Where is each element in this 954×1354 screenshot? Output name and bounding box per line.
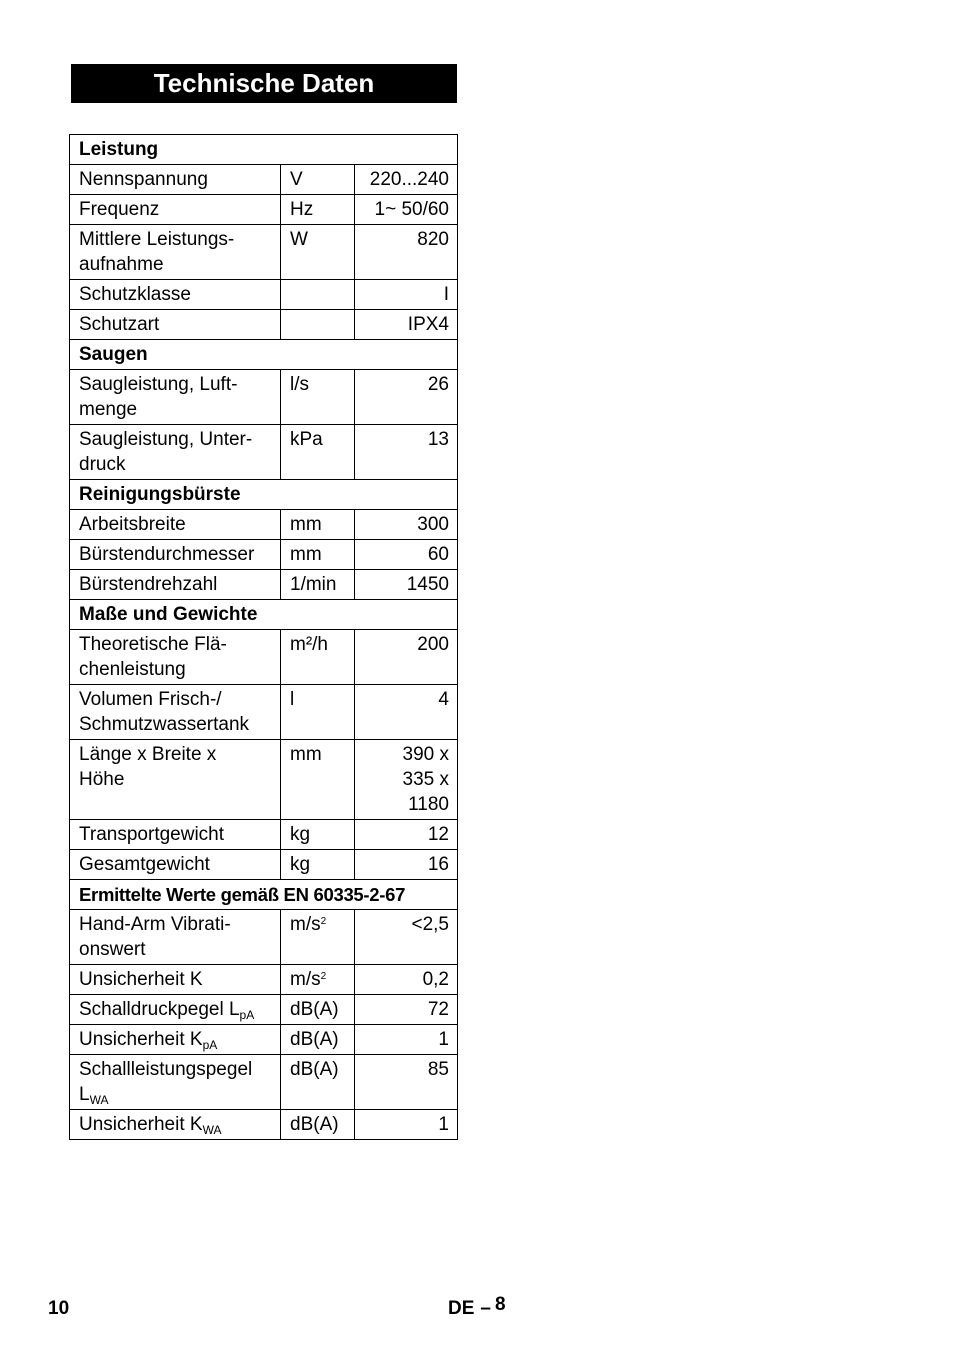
param-value: 1 [355,1025,458,1055]
language-code: DE [448,1298,475,1319]
param-label: Bürstendurchmesser [70,540,281,570]
param-unit: dB(A) [281,1025,355,1055]
param-value: IPX4 [355,310,458,340]
param-value: 13 [355,425,458,480]
param-label: Schutzklasse [70,280,281,310]
param-unit: kPa [281,425,355,480]
section-row [70,880,458,910]
param-label: Länge x Breite x Höhe [70,740,281,820]
param-unit: m²/h [281,630,355,685]
table-row [70,1055,458,1110]
param-label: Hand-Arm Vibrati- onswert [70,910,281,965]
param-label: Bürstendrehzahl [70,570,281,600]
param-value: 12 [355,820,458,850]
section-masse: Maße und Gewichte [70,600,458,630]
spec-table [69,134,458,1140]
param-label: Unsicherheit $K_{WA}$ [70,1110,281,1140]
param-unit: V [281,165,355,195]
table-row [70,630,458,685]
table-row [70,195,458,225]
table-row [70,310,458,340]
param-unit: l [281,685,355,740]
param-value: 1~ 50/60 [355,195,458,225]
page-title: Technische Daten [71,64,457,103]
sub-page-number: 8 [494,1294,506,1315]
param-unit: dB(A) [281,1055,355,1110]
section-row [70,340,458,370]
table-row [70,165,458,195]
table-row [70,225,458,280]
param-unit: $m/s^2$ [281,965,355,995]
param-unit: Hz [281,195,355,225]
param-label: Saugleistung, Luft- menge [70,370,281,425]
table-row [70,1025,458,1055]
table-row [70,280,458,310]
param-unit: W [281,225,355,280]
table-row [70,1110,458,1140]
section-leistung: Leistung [70,135,458,165]
param-value: 72 [355,995,458,1025]
param-value: 300 [355,510,458,540]
param-value: 4 [355,685,458,740]
param-label: Arbeitsbreite [70,510,281,540]
param-value: 16 [355,850,458,880]
param-unit: mm [281,540,355,570]
param-label: Gesamtgewicht [70,850,281,880]
table-row [70,850,458,880]
param-value: 26 [355,370,458,425]
param-unit: dB(A) [281,1110,355,1140]
table-row [70,425,458,480]
param-label: Schallleistungspegel $L_{WA}$ [70,1055,281,1110]
param-value: 60 [355,540,458,570]
table-row [70,510,458,540]
param-label: Saugleistung, Unter- druck [70,425,281,480]
param-value: 1450 [355,570,458,600]
footer-dash: – [480,1298,491,1319]
param-unit: dB(A) [281,995,355,1025]
table-row [70,685,458,740]
param-label: Schutzart [70,310,281,340]
param-value: 1 [355,1110,458,1140]
table-row [70,910,458,965]
param-label: Schalldruckpegel $L_{pA}$ [70,995,281,1025]
page-number: 10 [48,1298,70,1319]
table-row [70,370,458,425]
table-row [70,995,458,1025]
section-row [70,135,458,165]
param-value: 220...240 [355,165,458,195]
param-value: I [355,280,458,310]
param-label: Nennspannung [70,165,281,195]
param-unit: l/s [281,370,355,425]
section-werte: Ermittelte Werte gemäß EN 60335-2-67 [70,880,458,910]
param-value: 85 [355,1055,458,1110]
section-saugen: Saugen [70,340,458,370]
section-buerste: Reinigungsbürste [70,480,458,510]
param-value: 200 [355,630,458,685]
table-row [70,570,458,600]
section-row [70,480,458,510]
section-row [70,600,458,630]
table-row [70,540,458,570]
param-label: Volumen Frisch-/ Schmutzwassertank [70,685,281,740]
param-label: Frequenz [70,195,281,225]
table-row [70,965,458,995]
param-label: Transportgewicht [70,820,281,850]
param-label: Mittlere Leistungs- aufnahme [70,225,281,280]
param-value: 390 x 335 x 1180 [355,740,458,820]
param-unit [281,280,355,310]
param-unit: mm [281,510,355,540]
param-value: 820 [355,225,458,280]
param-value: 0,2 [355,965,458,995]
param-value: <2,5 [355,910,458,965]
param-label: Unsicherheit K [70,965,281,995]
table-row [70,740,458,820]
param-label: Unsicherheit $K_{pA}$ [70,1025,281,1055]
param-unit: $m/s^2$ [281,910,355,965]
param-label: Theoretische Flä- chenleistung [70,630,281,685]
param-unit [281,310,355,340]
table-row [70,820,458,850]
param-unit: kg [281,850,355,880]
param-unit: 1/min [281,570,355,600]
param-unit: mm [281,740,355,820]
param-unit: kg [281,820,355,850]
page-footer-lang [448,1294,506,1320]
